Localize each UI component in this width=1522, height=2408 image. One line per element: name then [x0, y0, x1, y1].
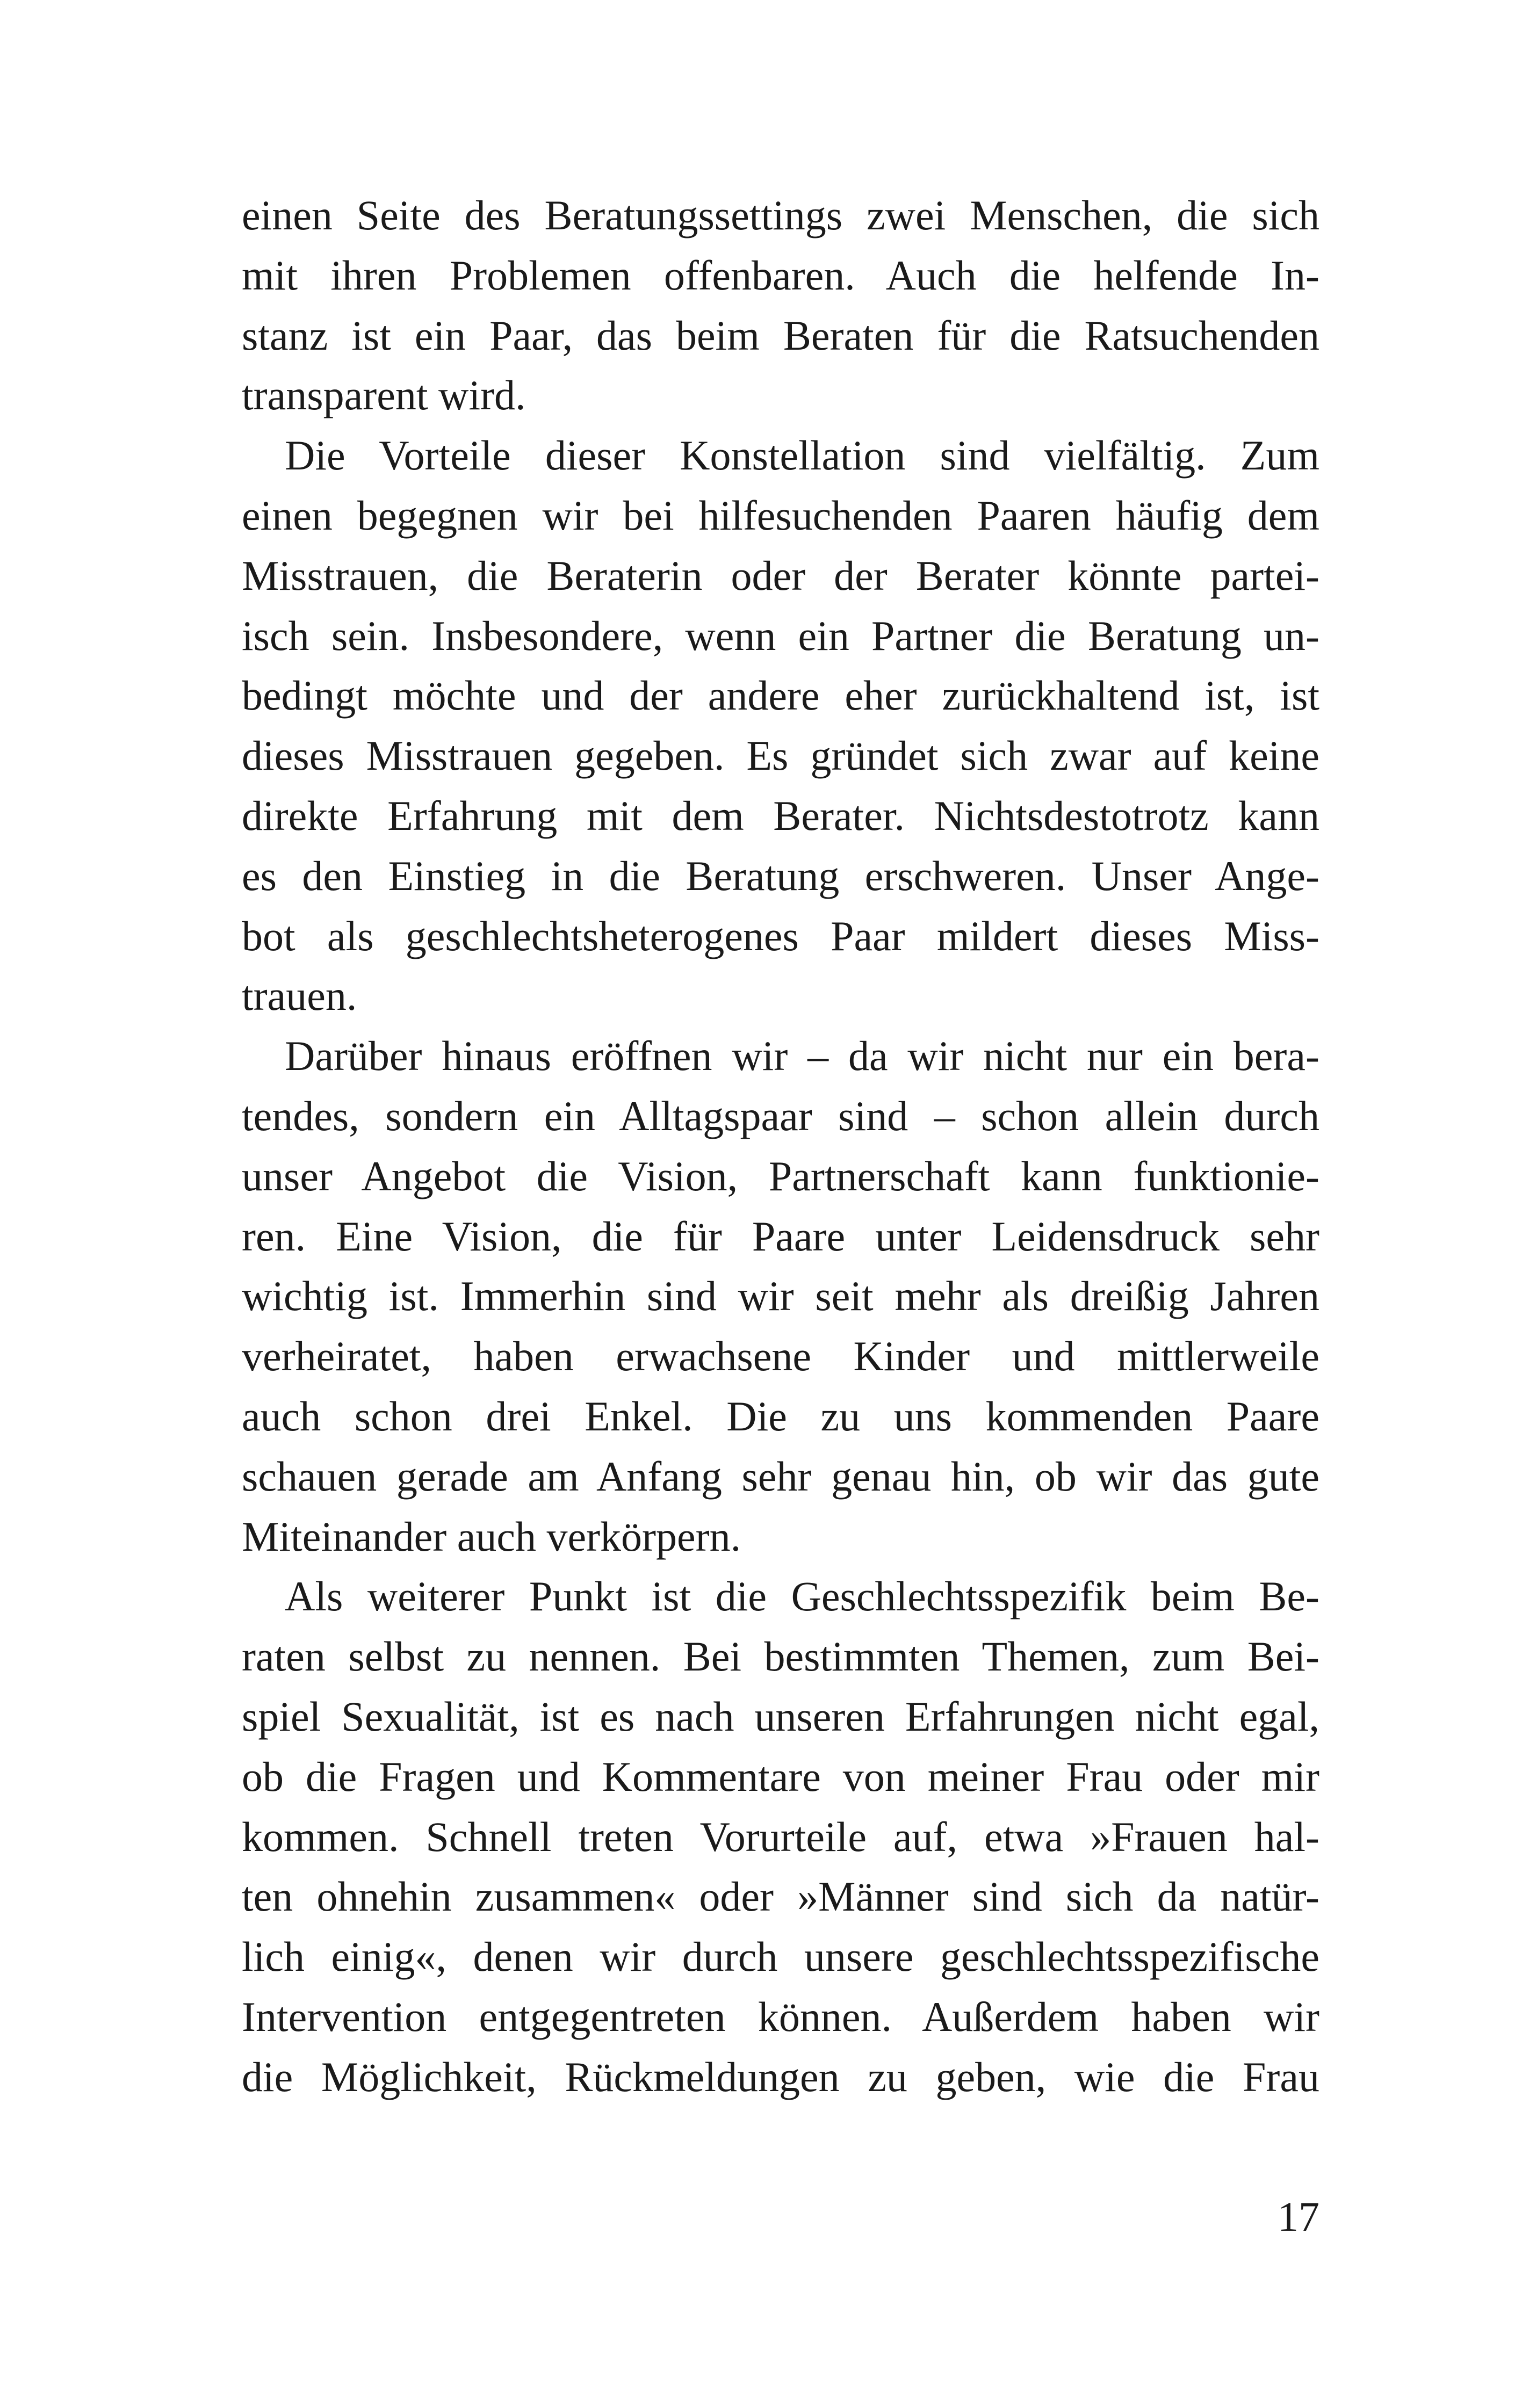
paragraph	[242, 185, 1319, 425]
text-line: bedingt möchte und der andere eher zurückhaltend ist, ist	[242, 672, 1319, 719]
text-line: isch sein. Insbesondere, wenn ein Partner die Beratung un-	[242, 612, 1319, 659]
text-line: bot als geschlechtsheterogenes Paar mildert dieses Miss-	[242, 912, 1319, 959]
text-line: stanz ist ein Paar, das beim Beraten für die Ratsuchenden	[242, 312, 1319, 359]
text-line: es den Einstieg in die Beratung erschweren. Unser Ange-	[242, 852, 1319, 899]
text-line: schauen gerade am Anfang sehr genau hin, ob wir das gute	[242, 1452, 1319, 1500]
text-line: einen Seite des Beratungssettings zwei Menschen, die sich	[242, 192, 1319, 238]
text-line: Als weiterer Punkt ist die Geschlechtsspezifik beim Be-	[285, 1573, 1319, 1620]
text-line: ren. Eine Vision, die für Paare unter Leidensdruck sehr	[242, 1212, 1319, 1260]
text-line: direkte Erfahrung mit dem Berater. Nichtsdestotrotz kann	[242, 792, 1319, 839]
text-line: mit ihren Problemen offenbaren. Auch die helfende In-	[242, 251, 1319, 299]
text-line: kommen. Schnell treten Vorurteile auf, etwa »Frauen hal-	[242, 1813, 1319, 1860]
text-line: wichtig ist. Immerhin sind wir seit mehr als dreißig Jahren	[242, 1272, 1319, 1320]
text-line: auch schon drei Enkel. Die zu uns kommenden Paare	[242, 1392, 1319, 1440]
text-line: transparent wird.	[242, 372, 526, 419]
text-line: spiel Sexualität, ist es nach unseren Erfahrungen nicht egal,	[242, 1693, 1319, 1740]
text-line: ob die Fragen und Kommentare von meiner Frau oder mir	[242, 1753, 1319, 1800]
text-line: tendes, sondern ein Alltagspaar sind – schon allein durch	[242, 1092, 1319, 1139]
text-line: Miteinander auch verkörpern.	[242, 1513, 741, 1560]
text-line: lich einig«, denen wir durch unsere geschlechtsspezifische	[242, 1933, 1319, 1980]
paragraph	[242, 1026, 1319, 1566]
text-line: Die Vorteile dieser Konstellation sind vielfältig. Zum	[285, 432, 1319, 479]
text-line: dieses Misstrauen gegeben. Es gründet sich zwar auf keine	[242, 732, 1319, 779]
paragraph	[242, 425, 1319, 1026]
text-line: verheiratet, haben erwachsene Kinder und mittlerweile	[242, 1333, 1319, 1380]
paragraph	[242, 1566, 1319, 2107]
text-line: Misstrauen, die Beraterin oder der Berater könnte partei-	[242, 552, 1319, 599]
page-body	[242, 185, 1319, 2107]
text-line: Darüber hinaus eröffnen wir – da wir nicht nur ein bera-	[285, 1032, 1319, 1080]
text-line: raten selbst zu nennen. Bei bestimmten Themen, zum Bei-	[242, 1633, 1319, 1680]
text-line: einen begegnen wir bei hilfesuchenden Paaren häufig dem	[242, 491, 1319, 539]
text-line: ten ohnehin zusammen« oder »Männer sind sich da natür-	[242, 1873, 1319, 1920]
page-number: 17	[1278, 2193, 1319, 2240]
text-line: Intervention entgegentreten können. Außerdem haben wir	[242, 1993, 1319, 2040]
text-line: trauen.	[242, 972, 357, 1019]
text-line: die Möglichkeit, Rückmeldungen zu geben, wie die Frau	[242, 2053, 1319, 2100]
text-line: unser Angebot die Vision, Partnerschaft kann funktionie-	[242, 1152, 1319, 1199]
